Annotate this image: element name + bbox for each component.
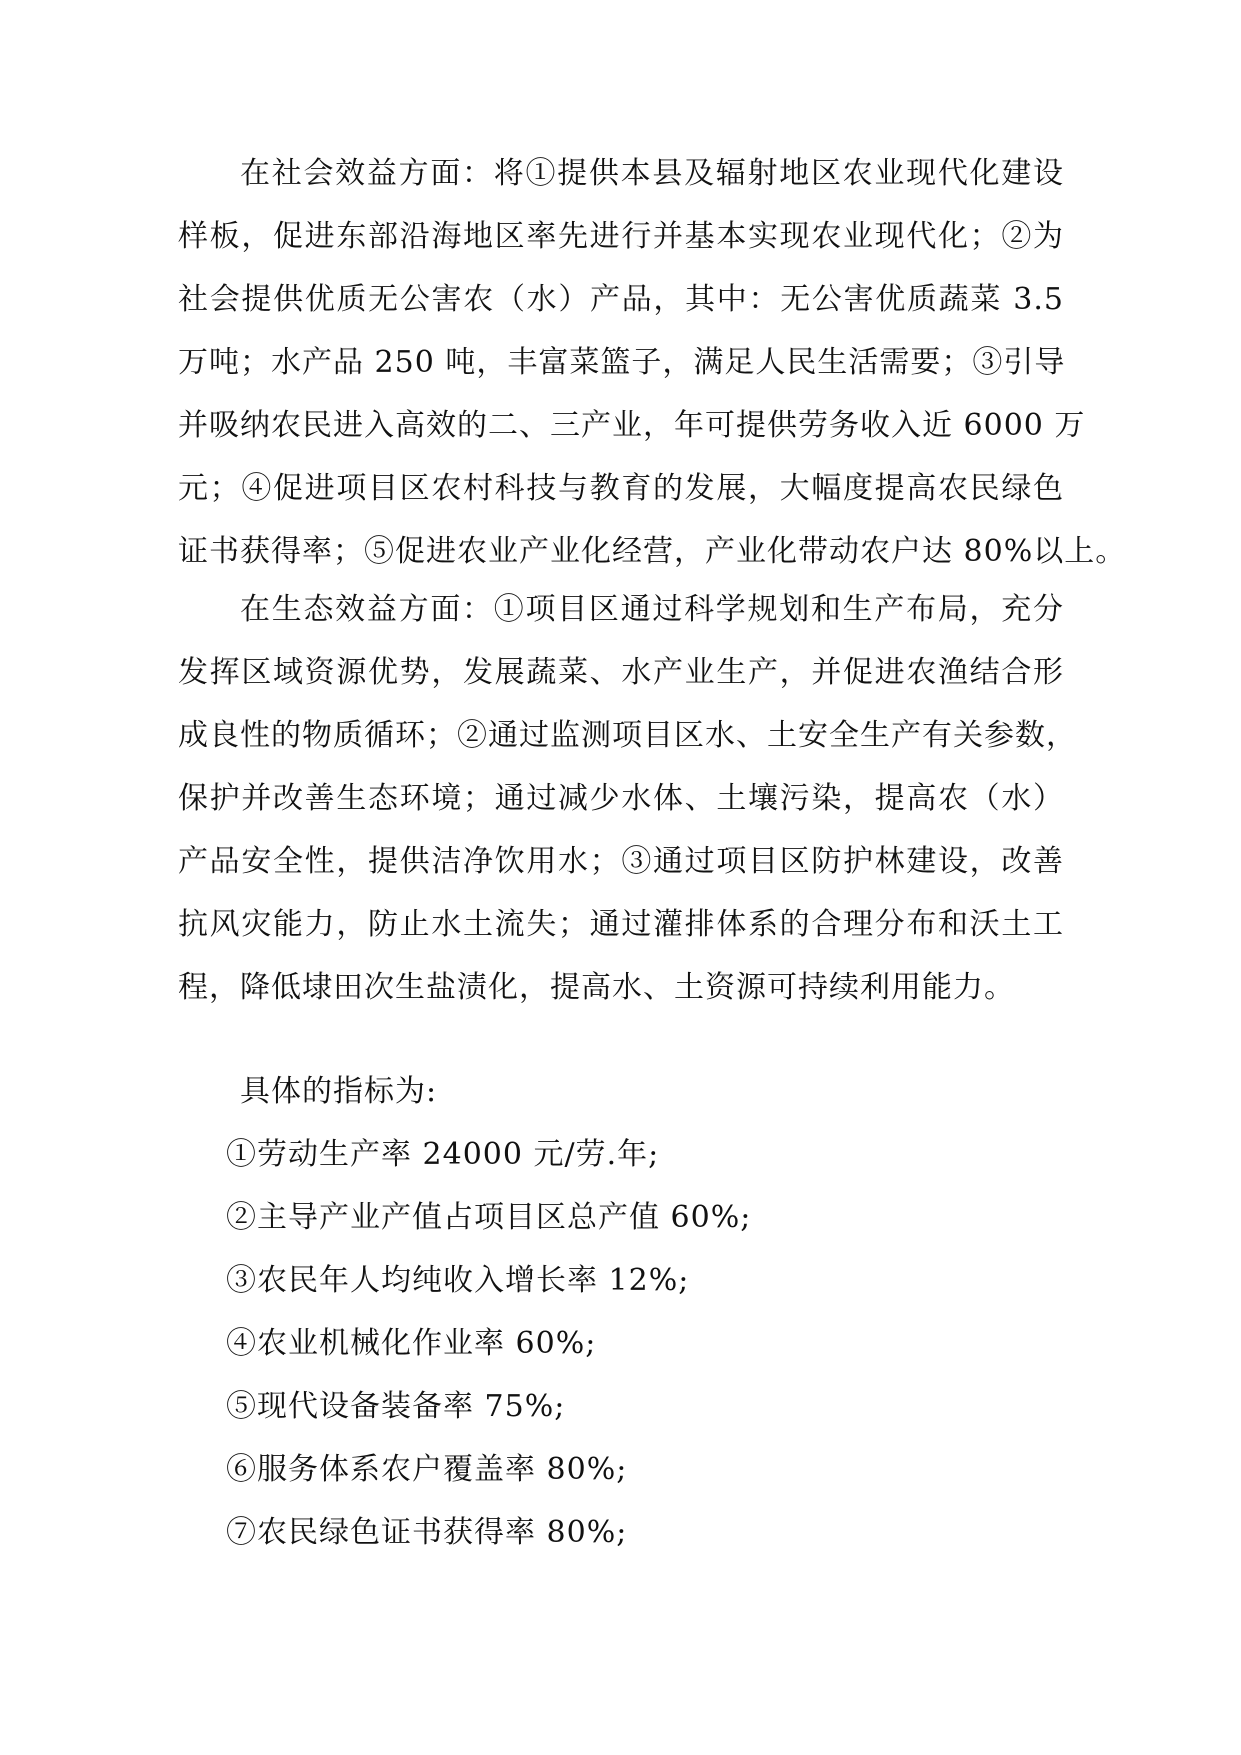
indicators-heading: 具体的指标为: xyxy=(240,1074,438,1109)
ecological-benefits-paragraph xyxy=(178,578,1077,1019)
paragraph-line: 产品安全性，提供洁净饮用水；③通过项目区防护林建设，改善 xyxy=(178,844,1064,879)
indicator-item: ④农业机械化作业率 60%; xyxy=(226,1326,597,1361)
paragraph-line: 成良性的物质循环；②通过监测项目区水、土安全生产有关参数， xyxy=(178,718,1077,753)
indicator-item: ⑦农民绿色证书获得率 80%; xyxy=(226,1515,628,1550)
paragraph-line: 证书获得率；⑤促进农业产业化经营，产业化带动农户达 80%以上。 xyxy=(178,534,1127,569)
paragraph-line: 万吨；水产品 250 吨，丰富菜篮子，满足人民生活需要；③引导 xyxy=(178,345,1066,380)
paragraph-line: 社会提供优质无公害农（水）产品，其中：无公害优质蔬菜 3.5 xyxy=(178,282,1064,317)
paragraph-line: 元；④促进项目区农村科技与教育的发展，大幅度提高农民绿色 xyxy=(178,471,1064,506)
indicator-item: ③农民年人均纯收入增长率 12%; xyxy=(226,1263,690,1298)
indicator-item: ⑥服务体系农户覆盖率 80%; xyxy=(226,1452,628,1487)
paragraph-line: 抗风灾能力，防止水土流失；通过灌排体系的合理分布和沃土工 xyxy=(178,907,1064,942)
paragraph-line: 样板，促进东部沿海地区率先进行并基本实现农业现代化；②为 xyxy=(178,219,1064,254)
paragraph-line: 发挥区域资源优势，发展蔬菜、水产业生产，并促进农渔结合形 xyxy=(178,655,1064,690)
indicator-item: ⑤现代设备装备率 75%; xyxy=(226,1389,566,1424)
paragraph-line: 保护并改善生态环境；通过减少水体、土壤污染，提高农（水） xyxy=(178,781,1064,816)
paragraph-line: 在社会效益方面：将①提供本县及辐射地区农业现代化建设 xyxy=(240,156,1064,191)
paragraph-line: 程，降低埭田次生盐渍化，提高水、土资源可持续利用能力。 xyxy=(178,970,1015,1005)
social-benefits-paragraph xyxy=(178,142,1127,583)
paragraph-line: 并吸纳农民进入高效的二、三产业，年可提供劳务收入近 6000 万 xyxy=(178,408,1086,443)
paragraph-line: 在生态效益方面：①项目区通过科学规划和生产布局，充分 xyxy=(240,592,1064,627)
indicator-item: ②主导产业产值占项目区总产值 60%; xyxy=(226,1200,752,1235)
indicator-item: ①劳动生产率 24000 元/劳.年; xyxy=(226,1137,660,1172)
indicator-list xyxy=(226,1123,751,1564)
